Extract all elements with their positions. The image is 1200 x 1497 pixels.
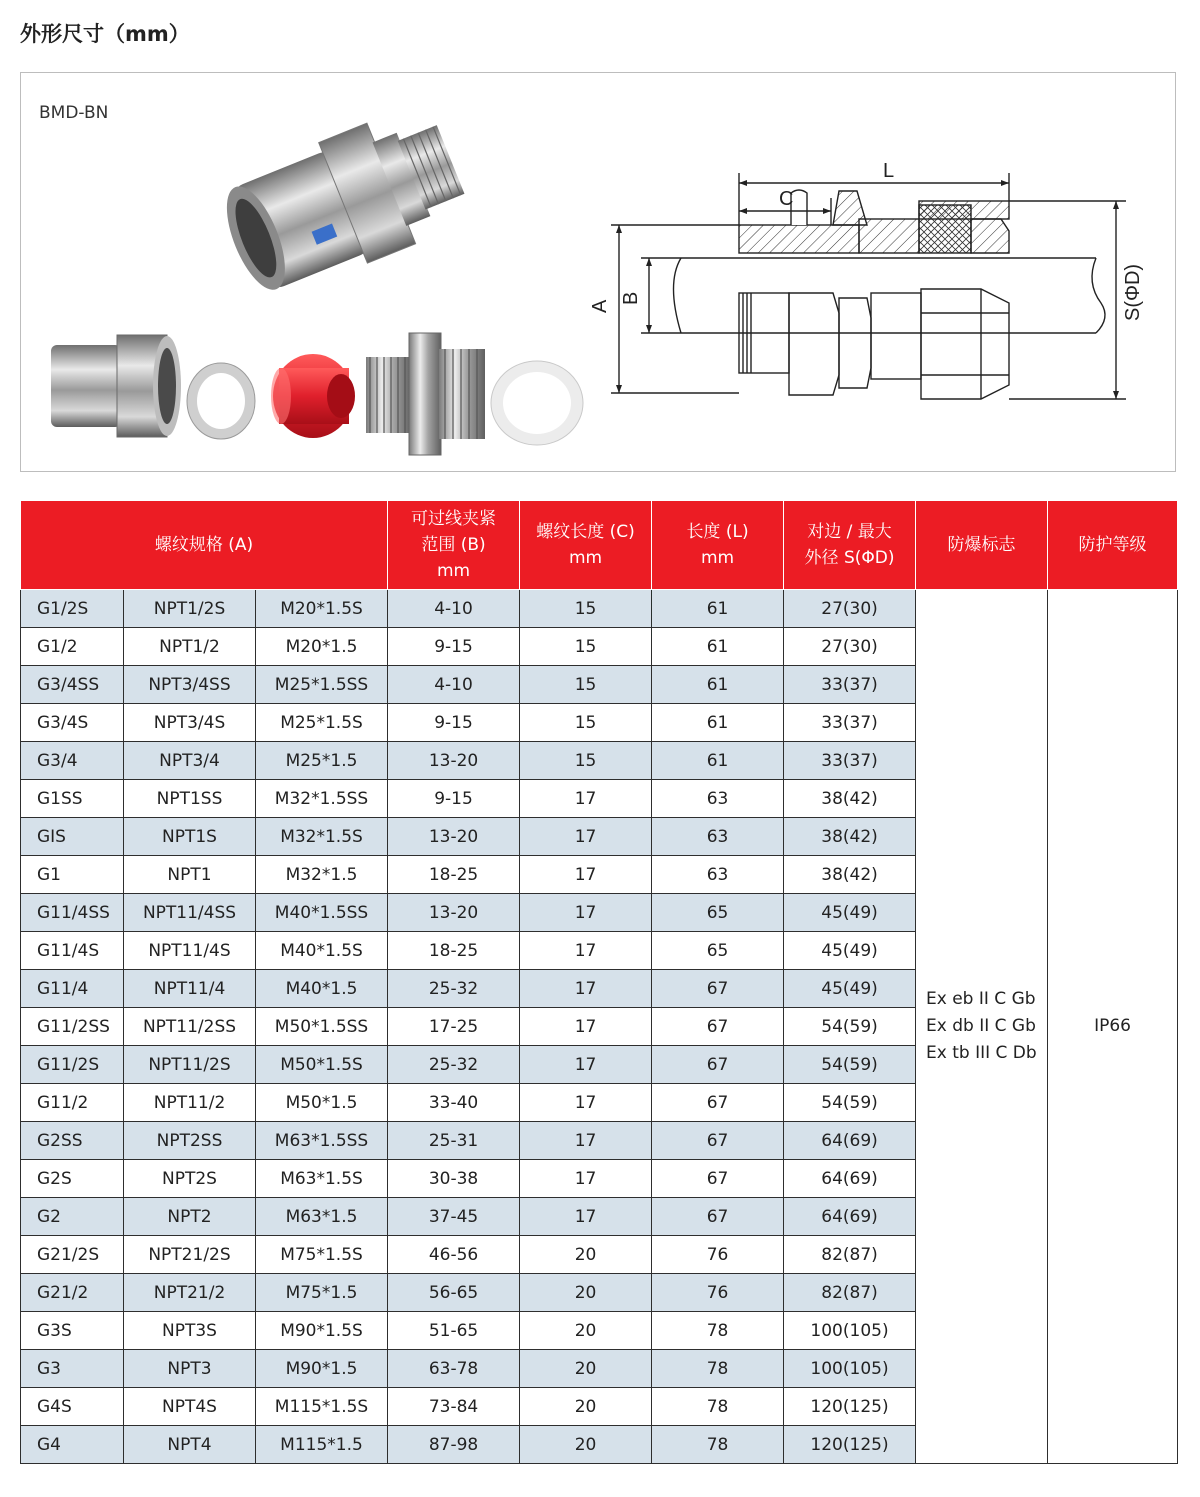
cell-thread-length: 20 — [520, 1388, 652, 1426]
cell-g-thread: G11/4 — [21, 970, 124, 1008]
cell-m-thread: M25*1.5S — [256, 704, 388, 742]
cell-m-thread: M90*1.5S — [256, 1312, 388, 1350]
cell-clamp-range: 13-20 — [388, 818, 520, 856]
cell-clamp-range: 33-40 — [388, 1084, 520, 1122]
white-washer-image — [491, 361, 583, 445]
cell-across-flats: 33(37) — [784, 666, 916, 704]
cell-g-thread: G1SS — [21, 780, 124, 818]
cell-clamp-range: 18-25 — [388, 856, 520, 894]
cell-across-flats: 38(42) — [784, 780, 916, 818]
cell-length: 61 — [652, 628, 784, 666]
cell-across-flats: 45(49) — [784, 970, 916, 1008]
cell-across-flats: 38(42) — [784, 856, 916, 894]
cell-across-flats: 100(105) — [784, 1350, 916, 1388]
washer-image — [187, 363, 255, 439]
cell-g-thread: G3S — [21, 1312, 124, 1350]
cell-length: 78 — [652, 1312, 784, 1350]
cell-g-thread: G1/2 — [21, 628, 124, 666]
ex-mark-line: Ex tb III C Db — [926, 1043, 1037, 1063]
cell-npt-thread: NPT3/4 — [124, 742, 256, 780]
cell-length: 76 — [652, 1274, 784, 1312]
cell-length: 61 — [652, 742, 784, 780]
cell-m-thread: M40*1.5S — [256, 932, 388, 970]
cell-thread-length: 17 — [520, 1198, 652, 1236]
cell-g-thread: G11/2 — [21, 1084, 124, 1122]
cell-npt-thread: NPT2 — [124, 1198, 256, 1236]
cell-clamp-range: 73-84 — [388, 1388, 520, 1426]
cell-clamp-range: 87-98 — [388, 1426, 520, 1464]
cell-m-thread: M32*1.5SS — [256, 780, 388, 818]
cell-g-thread: G3/4S — [21, 704, 124, 742]
header-thread: 螺纹规格 (A) — [21, 501, 388, 590]
cell-across-flats: 45(49) — [784, 932, 916, 970]
cell-clamp-range: 25-31 — [388, 1122, 520, 1160]
cell-across-flats: 27(30) — [784, 628, 916, 666]
cell-m-thread: M75*1.5S — [256, 1236, 388, 1274]
cell-ex-mark — [916, 590, 1048, 1464]
cell-across-flats: 54(59) — [784, 1008, 916, 1046]
ex-mark-line: Ex db II C Gb — [926, 1016, 1036, 1036]
cell-g-thread: G1/2S — [21, 590, 124, 628]
cell-length: 67 — [652, 1122, 784, 1160]
header-length — [652, 501, 784, 590]
spec-table — [20, 500, 1178, 1464]
cell-length: 65 — [652, 932, 784, 970]
section-title: 外形尺寸（mm） — [20, 22, 190, 46]
cell-npt-thread: NPT1/2 — [124, 628, 256, 666]
cell-length: 61 — [652, 590, 784, 628]
cell-across-flats: 54(59) — [784, 1084, 916, 1122]
cell-length: 76 — [652, 1236, 784, 1274]
cell-g-thread: G1 — [21, 856, 124, 894]
cell-thread-length: 17 — [520, 1084, 652, 1122]
cell-npt-thread: NPT3/4SS — [124, 666, 256, 704]
cell-m-thread: M50*1.5 — [256, 1084, 388, 1122]
cell-npt-thread: NPT11/2S — [124, 1046, 256, 1084]
drawing-label-s: S(ΦD) — [1122, 263, 1144, 321]
drawing-label-c: C — [779, 188, 794, 210]
cell-m-thread: M20*1.5 — [256, 628, 388, 666]
cell-m-thread: M32*1.5 — [256, 856, 388, 894]
cell-m-thread: M63*1.5S — [256, 1160, 388, 1198]
cell-clamp-range: 9-15 — [388, 780, 520, 818]
cell-clamp-range: 30-38 — [388, 1160, 520, 1198]
cell-thread-length: 20 — [520, 1312, 652, 1350]
cell-npt-thread: NPT1 — [124, 856, 256, 894]
cell-length: 78 — [652, 1388, 784, 1426]
header-af-line2: 外径 S(ΦD) — [804, 548, 895, 568]
cell-clamp-range: 63-78 — [388, 1350, 520, 1388]
cell-length: 65 — [652, 894, 784, 932]
header-ex-mark: 防爆标志 — [916, 501, 1048, 590]
header-thread-length-line1: 螺纹长度 (C) — [536, 522, 635, 542]
cell-m-thread: M20*1.5S — [256, 590, 388, 628]
cell-g-thread: G2SS — [21, 1122, 124, 1160]
cell-thread-length: 15 — [520, 590, 652, 628]
product-photos — [41, 113, 601, 463]
cell-npt-thread: NPT3 — [124, 1350, 256, 1388]
cell-length: 78 — [652, 1426, 784, 1464]
cell-npt-thread: NPT11/2 — [124, 1084, 256, 1122]
header-thread-length-line2: mm — [568, 548, 603, 568]
ex-mark-line: Ex eb II C Gb — [926, 989, 1036, 1009]
cell-thread-length: 17 — [520, 780, 652, 818]
cell-thread-length: 17 — [520, 818, 652, 856]
cell-npt-thread: NPT11/2SS — [124, 1008, 256, 1046]
cell-g-thread: G11/2SS — [21, 1008, 124, 1046]
cell-m-thread: M32*1.5S — [256, 818, 388, 856]
cell-g-thread: G11/2S — [21, 1046, 124, 1084]
cell-length: 67 — [652, 1008, 784, 1046]
cell-across-flats: 64(69) — [784, 1160, 916, 1198]
cell-m-thread: M115*1.5S — [256, 1388, 388, 1426]
cell-clamp-range: 46-56 — [388, 1236, 520, 1274]
cell-g-thread: G3/4SS — [21, 666, 124, 704]
cell-npt-thread: NPT11/4SS — [124, 894, 256, 932]
header-ip-grade: 防护等级 — [1048, 501, 1178, 590]
cell-thread-length: 17 — [520, 1046, 652, 1084]
cell-clamp-range: 9-15 — [388, 704, 520, 742]
cell-clamp-range: 25-32 — [388, 970, 520, 1008]
cell-npt-thread: NPT2S — [124, 1160, 256, 1198]
cell-clamp-range: 4-10 — [388, 590, 520, 628]
cell-m-thread: M50*1.5SS — [256, 1008, 388, 1046]
cell-thread-length: 17 — [520, 1122, 652, 1160]
cell-m-thread: M115*1.5 — [256, 1426, 388, 1464]
header-clamp-line3: mm — [436, 561, 471, 581]
cell-npt-thread: NPT3/4S — [124, 704, 256, 742]
model-label: BMD-BN — [39, 103, 109, 123]
cell-thread-length: 20 — [520, 1236, 652, 1274]
cell-g-thread: G3 — [21, 1350, 124, 1388]
cell-across-flats: 64(69) — [784, 1122, 916, 1160]
cell-clamp-range: 13-20 — [388, 742, 520, 780]
cell-npt-thread: NPT1/2S — [124, 590, 256, 628]
cell-thread-length: 20 — [520, 1350, 652, 1388]
cell-npt-thread: NPT11/4 — [124, 970, 256, 1008]
table-body — [21, 590, 1178, 1464]
header-clamp-line1: 可过线夹紧 — [411, 509, 497, 529]
cell-thread-length: 17 — [520, 1160, 652, 1198]
header-length-line1: 长度 (L) — [686, 522, 749, 542]
cell-thread-length: 15 — [520, 704, 652, 742]
cell-across-flats: 120(125) — [784, 1388, 916, 1426]
cell-thread-length: 17 — [520, 932, 652, 970]
cell-across-flats: 27(30) — [784, 590, 916, 628]
red-seal-ring-image — [271, 354, 355, 438]
cell-across-flats: 64(69) — [784, 1198, 916, 1236]
cell-g-thread: G4 — [21, 1426, 124, 1464]
cell-thread-length: 17 — [520, 894, 652, 932]
cell-across-flats: 38(42) — [784, 818, 916, 856]
cell-g-thread: G21/2 — [21, 1274, 124, 1312]
cell-thread-length: 20 — [520, 1274, 652, 1312]
cell-npt-thread: NPT1S — [124, 818, 256, 856]
drawing-label-b: B — [620, 291, 642, 305]
cell-thread-length: 17 — [520, 970, 652, 1008]
cell-m-thread: M90*1.5 — [256, 1350, 388, 1388]
cell-thread-length: 15 — [520, 666, 652, 704]
header-length-line2: mm — [700, 548, 735, 568]
cell-clamp-range: 4-10 — [388, 666, 520, 704]
cell-across-flats: 120(125) — [784, 1426, 916, 1464]
cell-g-thread: G21/2S — [21, 1236, 124, 1274]
cell-length: 63 — [652, 818, 784, 856]
drawing-label-l: L — [883, 160, 895, 182]
cell-g-thread: G3/4 — [21, 742, 124, 780]
cell-g-thread: G11/4SS — [21, 894, 124, 932]
table-row — [21, 590, 1178, 628]
cell-ip-grade: IP66 — [1048, 590, 1178, 1464]
cell-clamp-range: 17-25 — [388, 1008, 520, 1046]
cell-thread-length: 17 — [520, 1008, 652, 1046]
cell-clamp-range: 25-32 — [388, 1046, 520, 1084]
header-clamp-line2: 范围 (B) — [421, 535, 486, 555]
cell-length: 67 — [652, 1198, 784, 1236]
cell-g-thread: G2S — [21, 1160, 124, 1198]
cell-g-thread: G2 — [21, 1198, 124, 1236]
cell-length: 78 — [652, 1350, 784, 1388]
cell-m-thread: M25*1.5SS — [256, 666, 388, 704]
cell-length: 63 — [652, 856, 784, 894]
cell-across-flats: 100(105) — [784, 1312, 916, 1350]
cell-g-thread: GIS — [21, 818, 124, 856]
cell-length: 67 — [652, 1084, 784, 1122]
cell-thread-length: 17 — [520, 856, 652, 894]
cell-length: 67 — [652, 1046, 784, 1084]
cell-npt-thread: NPT1SS — [124, 780, 256, 818]
cell-across-flats: 82(87) — [784, 1236, 916, 1274]
cell-m-thread: M25*1.5 — [256, 742, 388, 780]
cell-m-thread: M63*1.5SS — [256, 1122, 388, 1160]
cell-across-flats: 33(37) — [784, 742, 916, 780]
cell-g-thread: G11/4S — [21, 932, 124, 970]
cell-length: 63 — [652, 780, 784, 818]
cell-npt-thread: NPT4S — [124, 1388, 256, 1426]
cell-clamp-range: 56-65 — [388, 1274, 520, 1312]
cell-clamp-range: 9-15 — [388, 628, 520, 666]
body-part-image — [51, 335, 181, 437]
cell-clamp-range: 37-45 — [388, 1198, 520, 1236]
cell-m-thread: M63*1.5 — [256, 1198, 388, 1236]
cell-across-flats: 82(87) — [784, 1274, 916, 1312]
dimension-drawing — [581, 113, 1161, 413]
cell-npt-thread: NPT2SS — [124, 1122, 256, 1160]
product-panel — [20, 72, 1176, 472]
header-clamp-range — [388, 501, 520, 590]
cell-thread-length: 15 — [520, 742, 652, 780]
cell-across-flats: 45(49) — [784, 894, 916, 932]
cell-clamp-range: 51-65 — [388, 1312, 520, 1350]
cell-length: 67 — [652, 1160, 784, 1198]
cell-thread-length: 20 — [520, 1426, 652, 1464]
cell-g-thread: G4S — [21, 1388, 124, 1426]
header-thread-length — [520, 501, 652, 590]
cell-m-thread: M40*1.5SS — [256, 894, 388, 932]
threaded-nipple-image — [366, 333, 485, 455]
cell-clamp-range: 18-25 — [388, 932, 520, 970]
cell-clamp-range: 13-20 — [388, 894, 520, 932]
cell-npt-thread: NPT21/2 — [124, 1274, 256, 1312]
cell-npt-thread: NPT3S — [124, 1312, 256, 1350]
cell-thread-length: 15 — [520, 628, 652, 666]
cell-npt-thread: NPT11/4S — [124, 932, 256, 970]
cell-across-flats: 33(37) — [784, 704, 916, 742]
header-across-flats — [784, 501, 916, 590]
cell-length: 61 — [652, 666, 784, 704]
assembled-gland-image — [211, 113, 475, 307]
cell-length: 61 — [652, 704, 784, 742]
cell-across-flats: 54(59) — [784, 1046, 916, 1084]
drawing-label-a: A — [589, 299, 611, 313]
cell-npt-thread: NPT4 — [124, 1426, 256, 1464]
cell-m-thread: M50*1.5S — [256, 1046, 388, 1084]
cell-npt-thread: NPT21/2S — [124, 1236, 256, 1274]
cell-m-thread: M75*1.5 — [256, 1274, 388, 1312]
cell-length: 67 — [652, 970, 784, 1008]
cell-m-thread: M40*1.5 — [256, 970, 388, 1008]
header-af-line1: 对边 / 最大 — [807, 522, 892, 542]
table-header-row — [21, 501, 1178, 590]
